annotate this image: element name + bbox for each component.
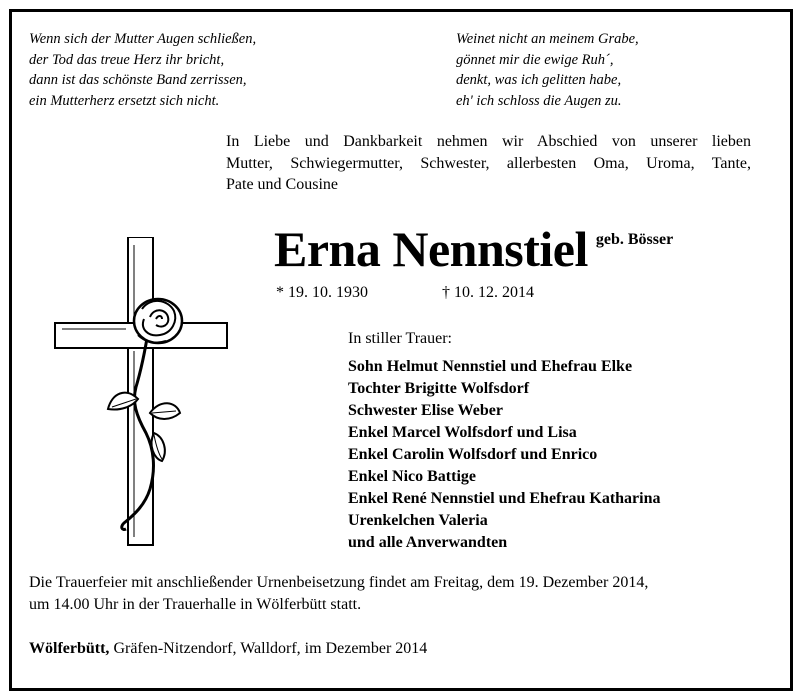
mourner-item: Schwester Elise Weber xyxy=(348,402,503,419)
deceased-name: Erna Nennstiel xyxy=(274,221,588,277)
mourner-item: und alle Anverwandten xyxy=(348,534,508,551)
intro-line: Pate und Cousine xyxy=(226,176,338,193)
poem-left-line: ein Mutterherz ersetzt sich nicht. xyxy=(29,92,220,109)
poem-right xyxy=(456,29,639,111)
death-date: † 10. 12. 2014 xyxy=(442,284,534,301)
mourner-item: Enkel René Nennstiel und Ehefrau Katharina xyxy=(348,490,661,507)
service-notice xyxy=(29,572,648,615)
mourning-label: In stiller Trauer: xyxy=(348,330,452,347)
service-line: um 14.00 Uhr in der Trauerhalle in Wölferbütt statt. xyxy=(29,595,362,613)
intro-line: Mutter, Schwiegermutter, Schwester, allerbesten Oma, Uroma, Tante, xyxy=(226,154,751,172)
cross-with-rose-icon xyxy=(50,237,240,547)
intro-text xyxy=(226,131,751,196)
birth-date: * 19. 10. 1930 xyxy=(276,284,368,301)
mourner-item: Urenkelchen Valeria xyxy=(348,512,488,529)
intro-line: In Liebe und Dankbarkeit nehmen wir Abschied von unserer lieben xyxy=(226,133,751,150)
poem-left-line: Wenn sich der Mutter Augen schließen, xyxy=(29,31,257,47)
mourner-item: Tochter Brigitte Wolfsdorf xyxy=(348,380,530,397)
mourner-item: Enkel Nico Battige xyxy=(348,468,476,485)
place-bold: Wölferbütt, xyxy=(29,640,110,657)
poem-right-line: eh' ich schloss die Augen zu. xyxy=(456,92,622,109)
mourner-item: Enkel Marcel Wolfsdorf und Lisa xyxy=(348,424,577,441)
poem-left xyxy=(29,29,256,111)
mourners-list xyxy=(348,356,660,554)
cross-vertical-beam xyxy=(128,237,153,545)
mourner-item: Sohn Helmut Nennstiel und Ehefrau Elke xyxy=(348,358,633,375)
service-line: Die Trauerfeier mit anschließender Urnenbeisetzung findet am Freitag, dem 19. Dezember 2014, xyxy=(29,574,649,591)
poem-left-line: der Tod das treue Herz ihr bricht, xyxy=(29,51,225,68)
maiden-name: geb. Bösser xyxy=(595,231,674,248)
poem-right-line: denkt, was ich gelitten habe, xyxy=(456,72,622,88)
mourner-item: Enkel Carolin Wolfsdorf und Enrico xyxy=(348,446,598,463)
poem-right-line: gönnet mir die ewige Ruh´, xyxy=(456,51,614,68)
place-rest: Gräfen-Nitzendorf, Walldorf, im Dezember 2014 xyxy=(109,640,428,657)
deceased-name-row xyxy=(274,221,673,277)
place-date-line xyxy=(29,640,427,658)
poem-right-line: Weinet nicht an meinem Grabe, xyxy=(456,31,639,47)
poem-left-line: dann ist das schönste Band zerrissen, xyxy=(29,72,247,88)
